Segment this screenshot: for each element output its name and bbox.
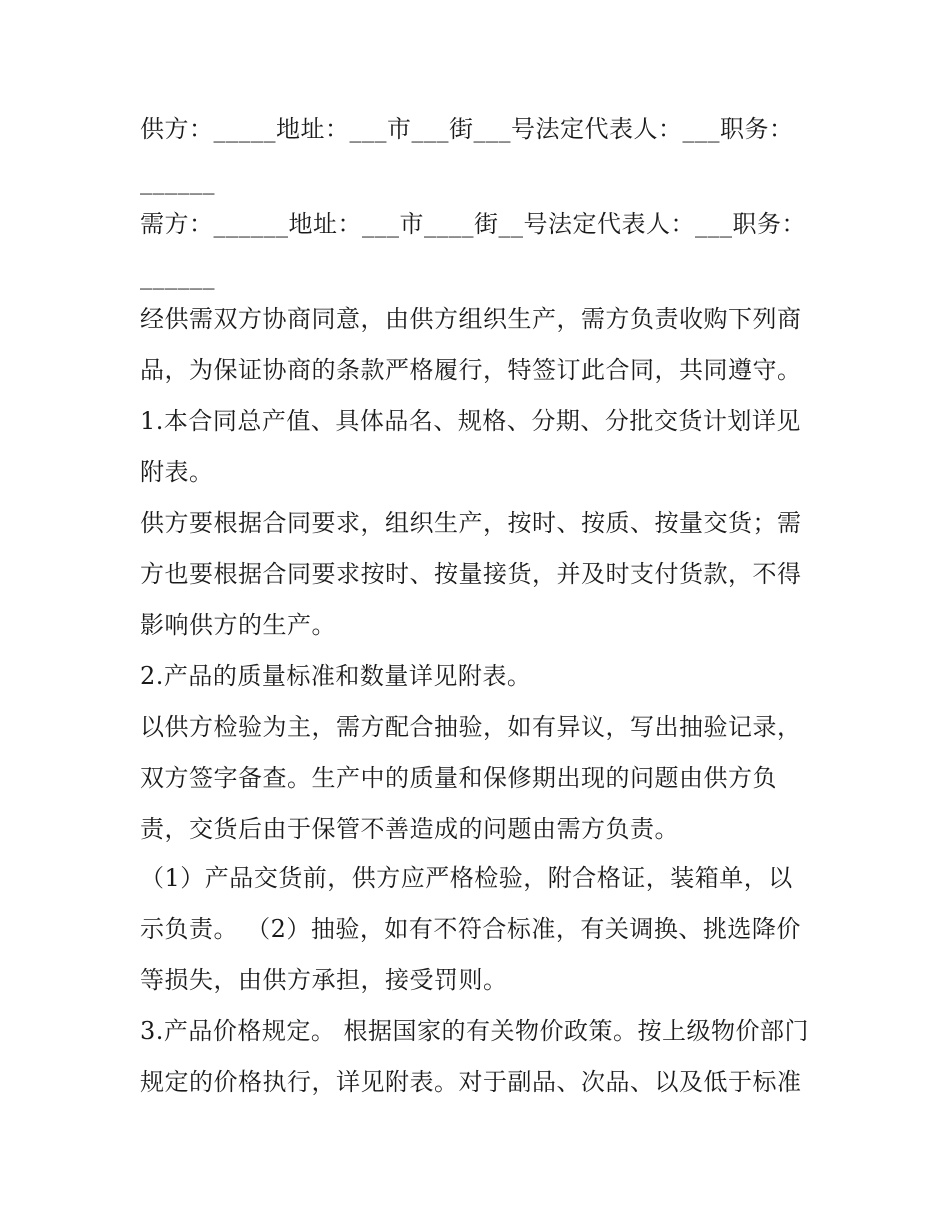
clause-2-body-line-1: 以供方检验为主，需方配合抽验，如有异议，写出抽验记录，: [140, 713, 802, 741]
buyer-duty-blank: ______: [140, 262, 215, 290]
clause-2-item-line-2: 示负责。 （2）抽验，如有不符合标准，有关调换、挑选降价: [140, 915, 801, 943]
clause-3-line-1: 3.产品价格规定。 根据国家的有关物价政策。按上级物价部门: [140, 1017, 810, 1045]
clause-2-item-line-1: （1）产品交货前，供方应严格检验，附合格证，装箱单，以: [140, 864, 793, 892]
clause-1-body-line-3: 影响供方的生产。: [140, 611, 336, 639]
clause-2-heading: 2.产品的质量标准和数量详见附表。: [140, 662, 532, 690]
intro-paragraph-line-2: 品，为保证协商的条款严格履行，特签订此合同，共同遵守。: [140, 356, 802, 384]
clause-1-heading-line-1: 1.本合同总产值、具体品名、规格、分期、分批交货计划详见: [140, 407, 801, 435]
clause-1-body-line-1: 供方要根据合同要求，组织生产，按时、按质、按量交货；需: [140, 509, 802, 537]
supplier-duty-blank: ______: [140, 167, 215, 195]
intro-paragraph-line-1: 经供需双方协商同意，由供方组织生产，需方负责收购下列商: [140, 305, 802, 333]
clause-2-item-line-3: 等损失，由供方承担，接受罚则。: [140, 966, 508, 994]
buyer-info-line: 需方：______地址：___市____街__号法定代表人：___职务：: [140, 210, 806, 238]
supplier-info-line: 供方：_____地址：___市___街___号法定代表人：___职务：: [140, 115, 794, 143]
clause-1-body-line-2: 方也要根据合同要求按时、按量接货，并及时支付货款，不得: [140, 560, 802, 588]
clause-2-body-line-3: 责，交货后由于保管不善造成的问题由需方负责。: [140, 815, 679, 843]
clause-1-heading-line-2: 附表。: [140, 458, 214, 486]
clause-2-body-line-2: 双方签字备查。生产中的质量和保修期出现的问题由供方负: [140, 764, 777, 792]
clause-3-line-2: 规定的价格执行，详见附表。对于副品、次品、以及低于标准: [140, 1068, 802, 1096]
